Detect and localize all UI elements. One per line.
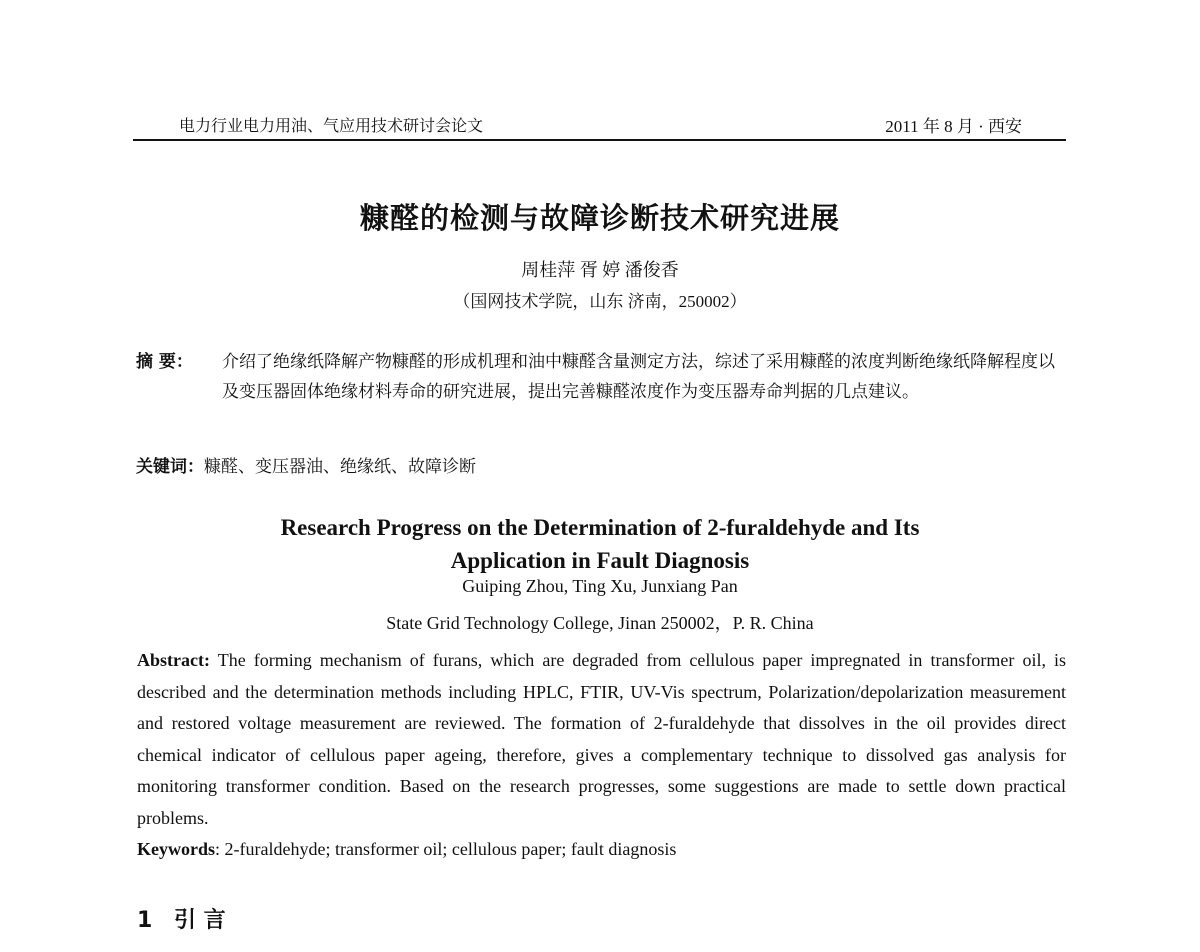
chinese-keywords-label: 关键词： — [136, 457, 204, 477]
english-title — [0, 511, 1200, 577]
section-number: 1 — [137, 908, 153, 933]
english-keywords — [137, 839, 676, 860]
english-keywords-label: Keywords — [137, 839, 215, 859]
chinese-affiliation: （国网技术学院，山东 济南，250002） — [453, 292, 747, 311]
chinese-abstract-label: 摘 要： — [136, 352, 193, 372]
chinese-abstract — [136, 347, 1071, 407]
chinese-authors: 周桂萍 胥 婷 潘俊香 — [521, 260, 679, 280]
english-abstract-label: Abstract: — [137, 650, 210, 670]
english-abstract — [137, 645, 1066, 834]
section-heading-introduction — [137, 903, 226, 934]
header-conference-name: 电力行业电力用油、气应用技术研讨会论文 — [179, 118, 484, 135]
chinese-abstract-text: 介绍了绝缘纸降解产物糠醛的形成机理和油中糠醛含量测定方法，综述了采用糠醛的浓度判断绝缘纸降解程度以及变压器固体绝缘材料寿命的研究进展，提出完善糠醛浓度作为变压器寿命判据的几点建议。 — [222, 352, 1055, 401]
english-affiliation: State Grid Technology College, Jinan 250002，P. R. China — [386, 613, 814, 633]
chinese-keywords — [136, 452, 1071, 482]
english-title-line-2: Application in Fault Diagnosis — [450, 548, 750, 573]
english-keywords-text: : 2-furaldehyde; transformer oil; cellulous paper; fault diagnosis — [215, 839, 677, 859]
running-header — [133, 111, 1066, 141]
chinese-title: 糠醛的检测与故障诊断技术研究进展 — [359, 201, 840, 235]
english-abstract-text: The forming mechanism of furans, which are degraded from cellulous paper impregnated in transformer oil, is described and the determination methods including HPLC, FTIR, UV-Vis spectrum, Polarization/depolarization measurement and restored voltage measurement are reviewed. The formation of 2-furaldehyde that dissolves in the oil provides direct chemical indicator of cellulous paper ageing, therefore, gives a complementary technique to dissolved gas analysis for monitoring transformer condition. Based on the research progresses, some suggestions are made to settle down practical problems. — [137, 650, 1066, 828]
chinese-keywords-text: 糠醛、变压器油、绝缘纸、故障诊断 — [204, 457, 476, 476]
english-title-line-1: Research Progress on the Determination of 2-furaldehyde and Its — [280, 515, 920, 540]
section-title: 引 言 — [173, 908, 226, 933]
header-date-location: 2011 年 8 月 · 西安 — [885, 117, 1022, 136]
english-authors: Guiping Zhou, Ting Xu, Junxiang Pan — [462, 576, 738, 596]
